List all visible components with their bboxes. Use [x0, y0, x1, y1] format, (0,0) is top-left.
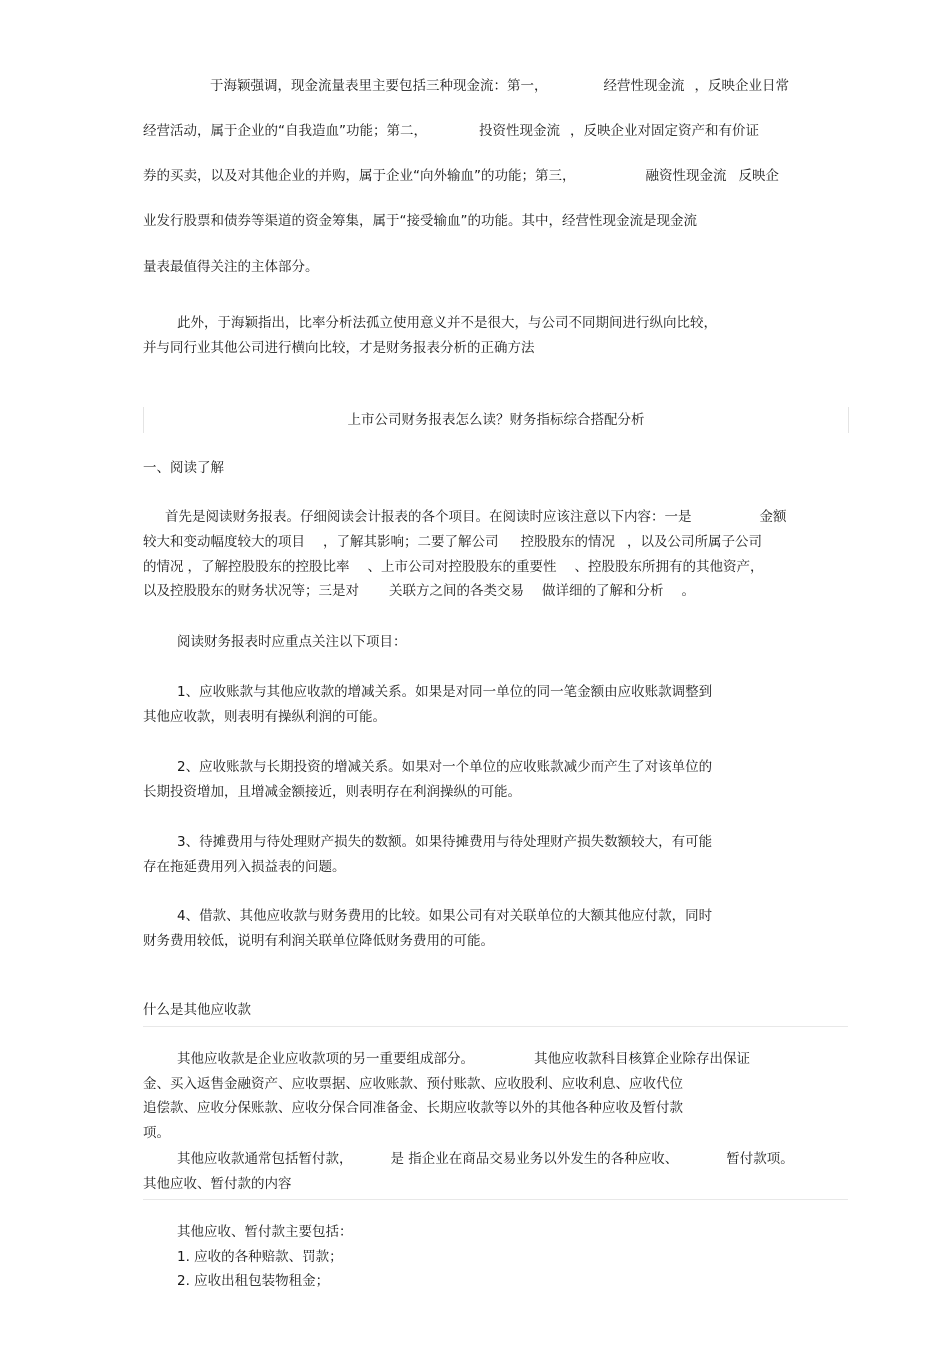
paragraph-line: 较大和变动幅度较大的项目 ，了解其影响；二要了解公司 控股股东的情况 ，以及公司所属子公司	[143, 534, 762, 550]
list-item: 2、应收账款与长期投资的增减关系。如果对一个单位的应收账款减少而产生了对该单位的	[177, 759, 713, 775]
paragraph-line: 并与同行业其他公司进行横向比较，才是财务报表分析的正确方法	[143, 340, 535, 356]
paragraph-line: 首先是阅读财务报表。仔细阅读会计报表的各个项目。在阅读时应该注意以下内容：一是 金额	[165, 509, 787, 525]
paragraph-line: 其他应收款通常包括暂付款， 是 指企业在商品交易业务以外发生的各种应收、 暂付款项。	[177, 1151, 794, 1167]
paragraph-line: 于海颖强调，现金流量表里主要包括三种现金流：第一， 经营性现金流 ，反映企业日常	[210, 78, 789, 94]
paragraph-line: 量表最值得关注的主体部分。	[143, 259, 319, 275]
paragraph-line: 的情况 ，了解控股股东的控股比率 、上市公司对控股股东的重要性 、控股股东所拥有的其他资产，	[143, 559, 764, 575]
section-heading: 什么是其他应收款	[143, 1002, 251, 1018]
paragraph-line: 其他应收、暂付款主要包括：	[177, 1224, 353, 1240]
list-item: 4、借款、其他应收款与财务费用的比较。如果公司有对关联单位的大额其他应付款，同时	[177, 908, 713, 924]
paragraph-line: 其他应收款是企业应收款项的另一重要组成部分。 其他应收款科目核算企业除存出保证	[177, 1051, 750, 1067]
paragraph-line: 金、买入返售金融资产、应收票据、应收账款、预付账款、应收股利、应收利息、应收代位	[143, 1076, 683, 1092]
paragraph-line: 业发行股票和债券等渠道的资金筹集，属于“接受输血”的功能。其中，经营性现金流是现金流	[143, 213, 697, 229]
list-item: 2. 应收出租包装物租金；	[177, 1273, 330, 1289]
article-title-box	[143, 407, 849, 433]
list-item: 3、待摊费用与待处理财产损失的数额。如果待摊费用与待处理财产损失数额较大，有可能	[177, 834, 713, 850]
paragraph-line: 项。	[143, 1125, 170, 1141]
paragraph-line: 追偿款、应收分保账款、应收分保合同准备金、长期应收款等以外的其他各种应收及暂付款	[143, 1100, 683, 1116]
section-heading: 一、阅读了解	[143, 460, 224, 476]
list-item: 其他应收款，则表明有操纵利润的可能。	[143, 709, 386, 725]
paragraph-line: 此外，于海颖指出，比率分析法孤立使用意义并不是很大，与公司不同期间进行纵向比较，	[177, 315, 717, 331]
paragraph-line: 经营活动，属于企业的“自我造血”功能；第二， 投资性现金流 ，反映企业对固定资产和有价证	[143, 123, 759, 139]
list-item: 1、应收账款与其他应收款的增减关系。如果是对同一单位的同一笔金额由应收账款调整到	[177, 684, 713, 700]
paragraph-line: 阅读财务报表时应重点关注以下项目：	[177, 634, 407, 650]
paragraph-line: 券的买卖，以及对其他企业的并购，属于企业“向外输血”的功能；第三， 融资性现金流 反映企	[143, 168, 779, 184]
paragraph-line: 其他应收、暂付款的内容	[143, 1176, 292, 1192]
list-item: 1. 应收的各种赔款、罚款；	[177, 1249, 343, 1265]
divider	[143, 1199, 848, 1200]
list-item: 存在拖延费用列入损益表的问题。	[143, 859, 346, 875]
list-item: 长期投资增加，且增减金额接近，则表明存在利润操纵的可能。	[143, 784, 521, 800]
article-title: 上市公司财务报表怎么读？财务指标综合搭配分析	[347, 412, 645, 428]
list-item: 财务费用较低，说明有利润关联单位降低财务费用的可能。	[143, 933, 494, 949]
paragraph-line: 以及控股股东的财务状况等；三是对 关联方之间的各类交易 做详细的了解和分析 。	[143, 583, 695, 599]
divider	[143, 1026, 848, 1027]
